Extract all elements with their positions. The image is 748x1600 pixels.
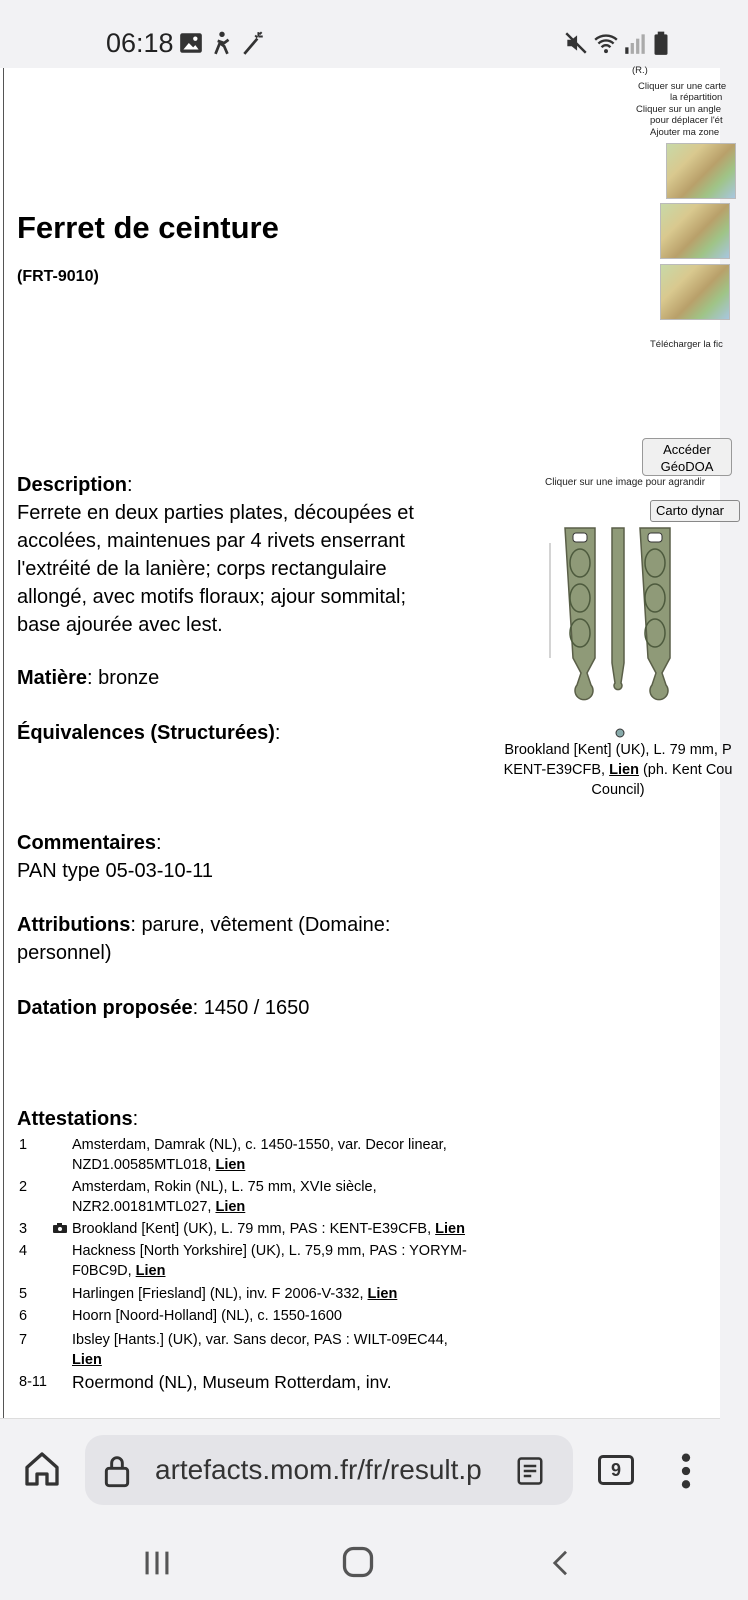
attributions-text: parure, vêtement (Domaine: personnel): [17, 914, 391, 964]
attestation-link[interactable]: Lien: [72, 1352, 102, 1368]
attestation-row: [19, 1330, 479, 1370]
page-left-border: [3, 68, 4, 1418]
image-hint: Cliquer sur une image pour agrandir: [545, 477, 706, 488]
attestation-number: 4: [19, 1243, 28, 1259]
attestation-text: Ibsley [Hants.] (UK), var. Sans decor, PAS : WILT-09EC44,: [72, 1332, 448, 1348]
address-bar[interactable]: [85, 1435, 573, 1505]
matiere-value: bronze: [98, 667, 160, 689]
map-instruction-1: Cliquer sur une carte: [638, 81, 727, 92]
artifact-photo[interactable]: [540, 523, 720, 718]
attestation-row: [19, 1306, 479, 1326]
attestation-link[interactable]: Lien: [215, 1157, 246, 1173]
attestation-number: 3: [19, 1221, 28, 1237]
recent-apps-icon[interactable]: [140, 1546, 174, 1580]
attestation-text: Roermond (NL), Museum Rotterdam, inv.: [72, 1372, 392, 1392]
attestation-row: [19, 1241, 479, 1281]
description-section: [17, 471, 447, 639]
web-page: [0, 65, 733, 1418]
attestation-link[interactable]: Lien: [435, 1221, 465, 1237]
attestation-row: [19, 1372, 479, 1392]
image-caption: [488, 740, 748, 800]
map-instruction-2: la répartition: [670, 92, 723, 103]
caption-line3: Council): [591, 782, 645, 798]
commentaires-text: PAN type 05-03-10-11: [17, 860, 214, 882]
home-icon[interactable]: [22, 1449, 62, 1489]
accessibility-icon: [209, 30, 235, 56]
url-text[interactable]: artefacts.mom.fr/fr/result.p: [155, 1454, 482, 1485]
attestation-number: 7: [19, 1332, 28, 1348]
attestation-row: [19, 1177, 479, 1217]
mute-icon: [563, 30, 589, 56]
download-link[interactable]: Télécharger la fic: [650, 339, 723, 350]
attestation-text: Hackness [North Yorkshire] (UK), L. 75,9 mm, PAS : YORYM-F0BC9D,: [72, 1243, 467, 1279]
geodoa-button-line1: Accéder: [663, 442, 711, 457]
attestation-text: Harlingen [Friesland] (NL), inv. F 2006-V-332,: [72, 1286, 368, 1302]
status-time: 06:18: [106, 28, 174, 58]
attestations-label: Attestations: [17, 1108, 133, 1130]
reader-mode-icon[interactable]: [515, 1455, 545, 1487]
datation-section: Datation proposée: 1450 / 1650: [17, 997, 310, 1019]
caption-line2b: (ph. Kent Cou: [638, 762, 733, 778]
geodoa-button-line2: GéoDOA: [660, 459, 714, 474]
description-text: Ferrete en deux parties plates, découpées et accolées, maintenues par 4 rivets enserrant l'extréité de la lanière; corps rectangulaire allongé, avec motifs floraux; ajour sommital; base ajourée avec lest.: [17, 502, 414, 636]
caption-line2: KENT-E39CFB,: [503, 762, 610, 778]
attestation-number: 2: [19, 1179, 28, 1195]
gallery-icon: [178, 30, 204, 56]
map-instruction-5: Ajouter ma zone: [650, 127, 720, 138]
attestation-number: 1: [19, 1137, 28, 1153]
matiere-section: Matière: bronze: [17, 667, 160, 689]
map-thumbnail-europe[interactable]: [660, 203, 730, 259]
equivalences-label: Équivalences (Structurées): [17, 722, 275, 744]
magic-wand-icon: [240, 30, 266, 56]
signal-icon: [622, 30, 648, 56]
home-button-icon[interactable]: [340, 1544, 376, 1580]
map-thumbnail-europe-wide[interactable]: [660, 264, 730, 320]
attestation-text: Hoorn [Noord-Holland] (NL), c. 1550-1600: [72, 1308, 342, 1324]
attestation-row: [19, 1135, 479, 1175]
camera-icon: [53, 1223, 67, 1233]
back-icon[interactable]: [546, 1546, 576, 1580]
reference-code: (FRT-9010): [17, 268, 99, 285]
commentaires-section: Commentaires: PAN type 05-03-10-11: [17, 832, 214, 882]
wifi-icon: [593, 30, 619, 56]
lock-icon[interactable]: [101, 1453, 133, 1489]
carto-dynamic-button[interactable]: Carto dynar: [650, 500, 740, 522]
attestation-row: [19, 1219, 479, 1239]
attestation-row: [19, 1284, 479, 1304]
datation-label: Datation proposée: [17, 997, 193, 1019]
map-instruction-3: Cliquer sur un angle: [636, 104, 722, 115]
attributions-label: Attributions: [17, 914, 131, 936]
datation-value: 1450 / 1650: [203, 997, 310, 1019]
attestation-text: Amsterdam, Rokin (NL), L. 75 mm, XVIe siècle, NZR2.00181MTL027,: [72, 1179, 377, 1215]
attributions-section: Attributions: parure, vêtement (Domaine: personnel): [17, 914, 391, 964]
caption-link[interactable]: Lien: [609, 762, 639, 778]
attestation-text: Brookland [Kent] (UK), L. 79 mm, PAS : KENT-E39CFB,: [72, 1221, 436, 1237]
caption-line1: Brookland [Kent] (UK), L. 79 mm, P: [504, 742, 732, 758]
equivalences-section: Équivalences (Structurées):: [17, 722, 281, 744]
attestation-link[interactable]: Lien: [367, 1286, 398, 1302]
attestation-number: 5: [19, 1286, 28, 1302]
battery-icon: [648, 30, 674, 56]
browser-toolbar: [0, 1418, 720, 1528]
map-instruction-4: pour déplacer l'ét: [650, 115, 723, 126]
attestation-link[interactable]: Lien: [135, 1263, 166, 1279]
tab-count-button[interactable]: 9: [598, 1455, 634, 1485]
map-thumbnail-france[interactable]: [666, 143, 736, 199]
description-label: Description: [17, 474, 128, 496]
attestation-text: Amsterdam, Damrak (NL), c. 1450-1550, var. Decor linear, NZD1.00585MTL018,: [72, 1137, 447, 1173]
page-title: Ferret de ceinture: [17, 210, 279, 245]
commentaires-label: Commentaires: [17, 832, 156, 854]
panel-cut-text: (R.): [632, 65, 648, 76]
attestation-number: 8-11: [19, 1374, 47, 1390]
geodoa-access-button[interactable]: [642, 438, 732, 476]
colon: :: [127, 474, 133, 496]
attestation-link[interactable]: Lien: [215, 1199, 246, 1215]
attestation-number: 6: [19, 1308, 28, 1324]
more-options-icon[interactable]: [678, 1451, 694, 1491]
status-bar: [0, 0, 720, 68]
matiere-label: Matière: [17, 667, 88, 689]
zoom-icon[interactable]: [613, 727, 627, 739]
system-nav-bar: [0, 1528, 720, 1600]
attestations-heading: Attestations:: [17, 1108, 139, 1130]
